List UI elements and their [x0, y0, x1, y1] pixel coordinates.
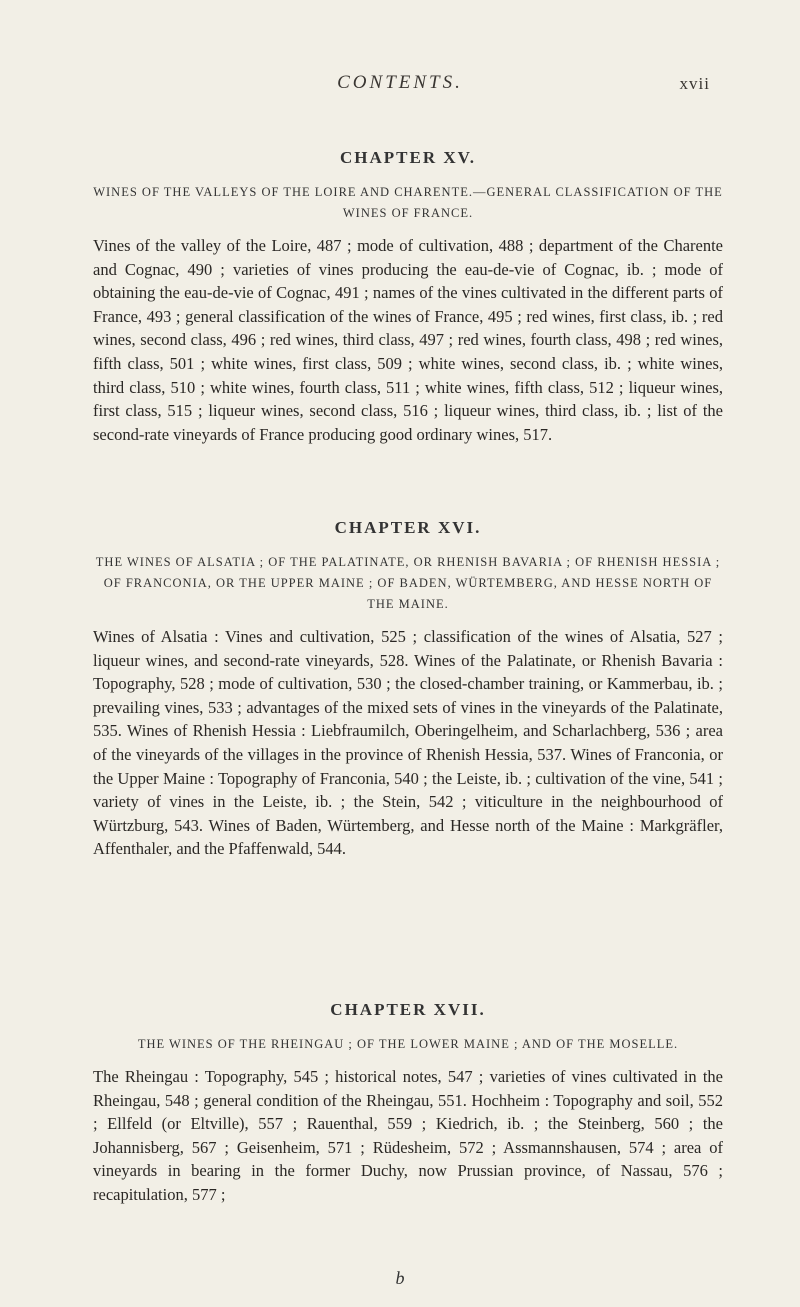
page-number: xvii — [679, 74, 710, 93]
chapter-xv — [93, 148, 723, 446]
chapter-subtitle: THE WINES OF THE RHEINGAU ; OF THE LOWER MAINE ; AND OF THE MOSELLE. — [137, 1037, 679, 1051]
running-title: CONTENTS. — [337, 72, 463, 93]
chapter-xvi — [93, 518, 723, 861]
chapter-subtitle: THE WINES OF ALSATIA ; OF THE PALATINATE, OR RHENISH BAVARIA ; OF RHENISH HESSIA ; OF FRANCONIA, OR THE UPPER MAINE ; OF BADEN, WÜRTEMBERG, AND HESSE NORTH OF THE MAINE. — [95, 555, 721, 611]
chapter-summary: Wines of Alsatia : Vines and cultivation, 525 ; classification of the wines of Alsatia, 527 ; liqueur wines, and second-rate vineyards, 528. Wines of the Palatinate, or Rhenish Bavaria : Topography, 528 ; mode of cultivation, 530 ; the closed-chamber training, or Kammerbau, ib. ; prevailing vines, 533 ; advantages of the mixed sets of vines in the vineyards of the Palatinate, 535. Wines of Rhenish Hessia : Liebfraumilch, Oberingelheim, and Scharlachberg, 536 ; area of the vineyards of the villages in the province of Rhenish Hessia, 537. Wines of Franconia, or the Upper Maine : Topography of Franconia, 540 ; the Leiste, ib. ; cultivation of the vine, 541 ; variety of vines in the Leiste, ib. ; the Stein, 542 ; viticulture in the neighbourhood of Würtzburg, 543. Wines of Baden, Würtemberg, and Hesse north of the Maine : Markgräfler, Affenthaler, and the Pfaffenwald, 544. — [93, 627, 723, 859]
chapter-xvii — [93, 1000, 723, 1207]
chapter-heading: CHAPTER XVI. — [334, 518, 482, 537]
chapter-subtitle: WINES OF THE VALLEYS OF THE LOIRE AND CHARENTE.—GENERAL CLASSIFICATION OF THE WINES OF FRANCE. — [93, 185, 723, 220]
chapter-heading: CHAPTER XVII. — [330, 1000, 486, 1019]
chapter-summary: The Rheingau : Topography, 545 ; historical notes, 547 ; varieties of vines cultivated in the Rheingau, 548 ; general condition of the Rheingau, 551. Hochheim : Topography and soil, 552 ; Ellfeld (or Eltville), 557 ; Rauenthal, 559 ; Kiedrich, ib. ; the Steinberg, 560 ; the Johannisberg, 567 ; Geisenheim, 571 ; Rüdesheim, 572 ; Assmannshausen, 574 ; area of vineyards in bearing in the former Duchy, now Prussian province, of Nassau, 576 ; recapitulation, 577 ; — [93, 1067, 723, 1204]
chapter-heading: CHAPTER XV. — [340, 148, 476, 167]
chapter-summary: Vines of the valley of the Loire, 487 ; mode of cultivation, 488 ; department of the Charente and Cognac, 490 ; varieties of vines producing the eau-de-vie of Cognac, ib. ; mode of obtaining the eau-de-vie of Cognac, 491 ; names of the vines cultivated in the different parts of France, 493 ; general classification of the wines of France, 495 ; red wines, first class, ib. ; red wines, second class, 496 ; red wines, third class, 497 ; red wines, fourth class, 498 ; red wines, fifth class, 501 ; white wines, first class, 509 ; white wines, second class, ib. ; white wines, third class, 510 ; white wines, fourth class, 511 ; white wines, fifth class, 512 ; liqueur wines, first class, 515 ; liqueur wines, second class, 516 ; liqueur wines, third class, ib. ; list of the second-rate vineyards of France producing good ordinary wines, 517. — [93, 236, 723, 444]
signature-mark: b — [395, 1268, 405, 1288]
running-head — [0, 72, 800, 96]
